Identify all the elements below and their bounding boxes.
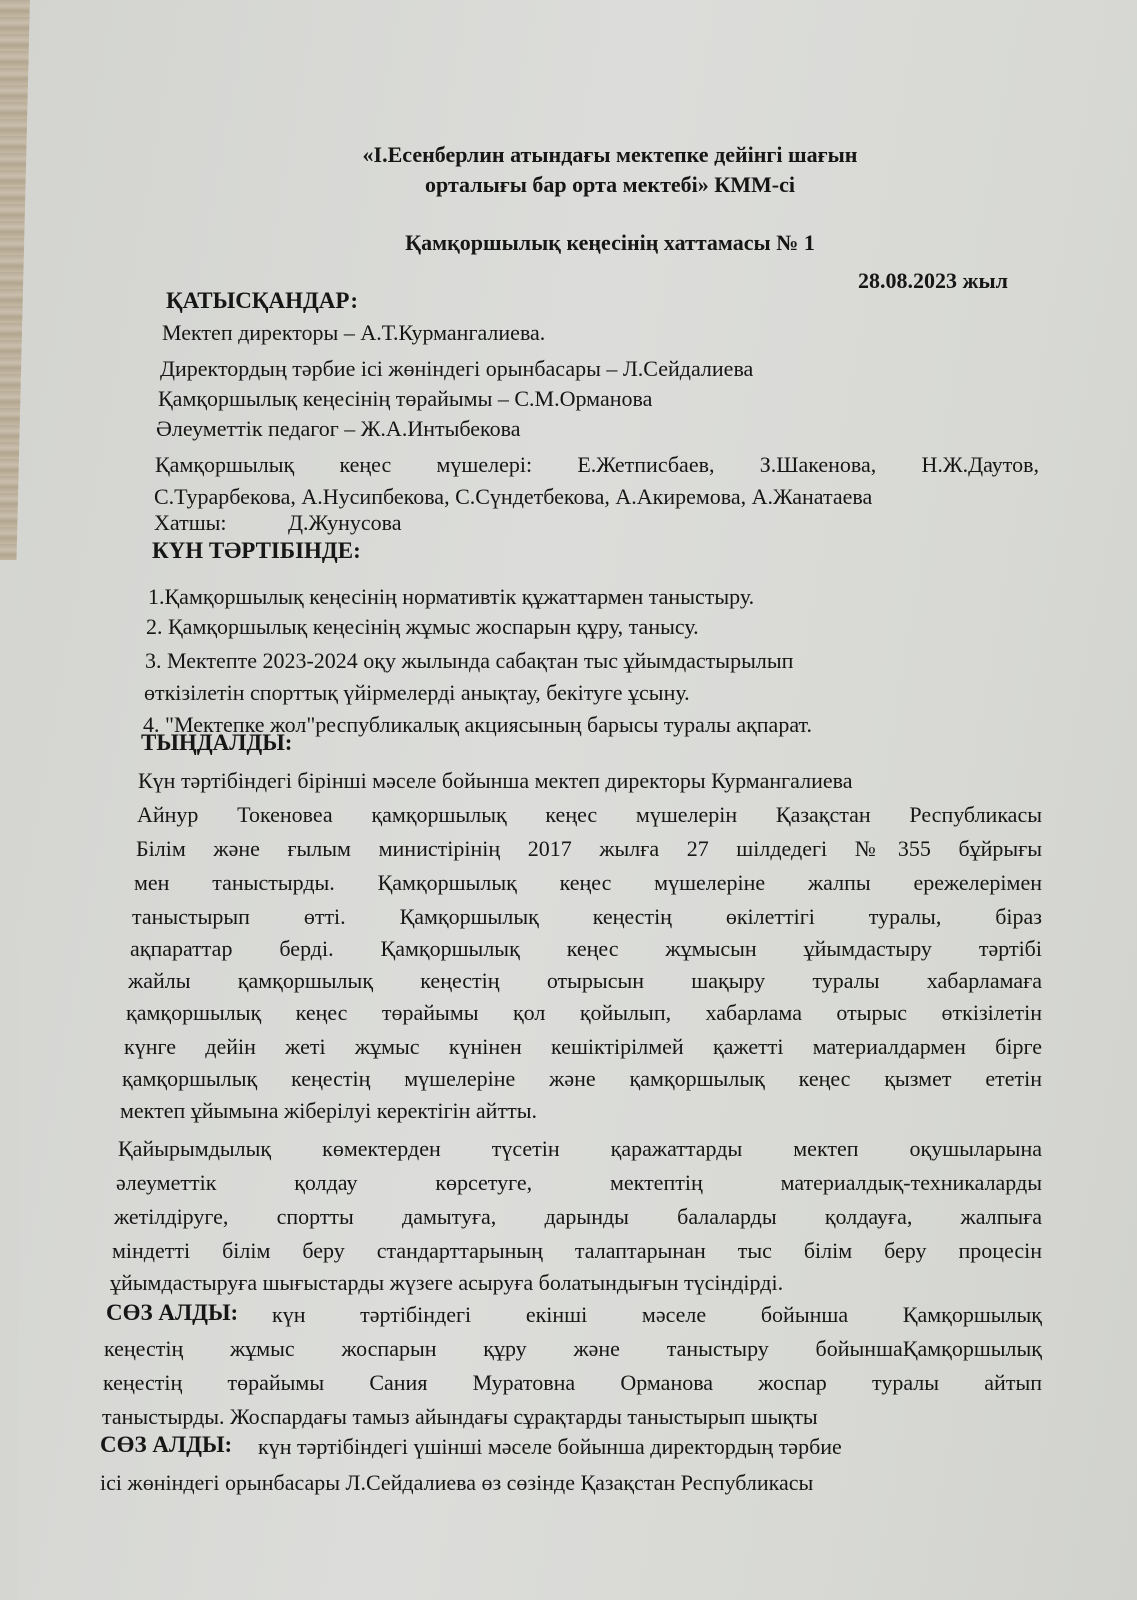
agenda-item: 3. Мектепте 2023-2024 оқу жылында сабақтан тыс ұйымдастырылып — [145, 648, 794, 673]
org-title-line-1: «І.Есенберлин атындағы мектепке дейінгі шағын — [362, 142, 858, 167]
heard-line: ақпараттар берді. Қамқоршылық кеңес жұмысын ұйымдастыру тәртібі — [130, 936, 1042, 961]
heard-line: жайлы қамқоршылық кеңестің отырысын шақыру туралы хабарламаға — [128, 968, 1042, 993]
heard-line: міндетті білім беру стандарттарының талаптарынан тыс білім беру процесін — [112, 1238, 1042, 1263]
secretary-label: Хатшы: — [154, 510, 227, 535]
heard-line: таныстырып өтті. Қамқоршылық кеңестің өкілеттігі туралы, біраз — [132, 904, 1042, 929]
spoke-heading-1: СӨЗ АЛДЫ: — [106, 1300, 239, 1325]
agenda-item: 1.Қамқоршылық кеңесінің нормативтік құжаттармен таныстыру. — [148, 584, 755, 609]
participant-line: Мектеп директоры – А.Т.Курмангалиева. — [162, 320, 546, 345]
spoke-line: таныстырды. Жоспардағы тамыз айындағы сұрақтарды таныстырып шықты — [102, 1404, 818, 1429]
heard-line: Айнур Токеновеа қамқоршылық кеңес мүшелерін Қазақстан Республикасы — [137, 802, 1042, 827]
heard-line: жетілдіруге, спортты дамытуға, дарынды балаларды қолдауға, жалпыға — [114, 1204, 1042, 1229]
participants-heading: ҚАТЫСҚАНДАР: — [166, 288, 358, 313]
spoke-heading-2: СӨЗ АЛДЫ: — [100, 1432, 233, 1457]
spoke-line: күн тәртібіндегі үшінші мәселе бойынша директордың тәрбие — [258, 1434, 842, 1459]
agenda-item: өткізілетін спорттық үйірмелерді анықтау, бекітуге ұсыну. — [144, 680, 690, 705]
participant-line: Әлеуметтік педагог – Ж.А.Интыбекова — [156, 416, 521, 441]
org-title-line-2: орталығы бар орта мектебі» КММ-сі — [425, 172, 795, 197]
secretary-name: Д.Жунусова — [288, 510, 402, 535]
heard-line: қамқоршылық кеңестің мүшелеріне және қамқоршылық кеңес қызмет ететін — [122, 1066, 1042, 1091]
agenda-item: 4. "Мектепке жол"республикалық акциясының барысы туралы ақпарат. — [143, 712, 812, 737]
participant-line: Қамқоршылық кеңес мүшелері: Е.Жетписбаев, З.Шакенова, Н.Ж.Даутов, — [155, 452, 1039, 477]
participant-line: Директордың тәрбие ісі жөніндегі орынбасары – Л.Сейдалиева — [160, 356, 754, 381]
spoke-line: кеңестің төрайымы Сания Муратовна Орманова жоспар туралы айтып — [103, 1370, 1042, 1395]
heard-line: мен таныстырды. Қамқоршылық кеңес мүшелеріне жалпы ережелерімен — [134, 870, 1042, 895]
agenda-heading: КҮН ТӘРТІБІНДЕ: — [152, 538, 361, 563]
protocol-date: 28.08.2023 жыл — [858, 268, 1008, 293]
participant-line: Қамқоршылық кеңесінің төрайымы – С.М.Орманова — [158, 386, 653, 411]
heard-heading: ТЫҢДАЛДЫ: — [141, 730, 293, 755]
heard-line: Білім және ғылым министірінің 2017 жылға 27 шілдедегі №355 бұйрығы — [136, 836, 1042, 861]
protocol-title: Қамқоршылық кеңесінің хаттамасы № 1 — [405, 230, 815, 255]
heard-line: Қайырымдылық көмектерден түсетін қаражаттарды мектеп оқушыларына — [118, 1136, 1042, 1161]
heard-line: әлеуметтік қолдау көрсетуге, мектептің материалдық-техникаларды — [116, 1170, 1042, 1195]
spoke-line: ісі жөніндегі орынбасары Л.Сейдалиева өз сөзінде Қазақстан Республикасы — [100, 1470, 814, 1495]
spoke-line: кеңестің жұмыс жоспарын құру және таныстыру бойыншаҚамқоршылық — [104, 1336, 1042, 1361]
heard-line: қамқоршылық кеңес төрайымы қол қойылып, хабарлама отырыс өткізілетін — [126, 1000, 1042, 1025]
spoke-line: күн тәртібіндегі екінші мәселе бойынша Қамқоршылық — [272, 1302, 1042, 1327]
heard-line: ұйымдастыруға шығыстарды жүзеге асыруға болатындығын түсіндірді. — [110, 1270, 784, 1295]
heard-line: Күн тәртібіндегі бірінші мәселе бойынша мектеп директоры Курмангалиева — [138, 768, 853, 793]
heard-line: күнге дейін жеті жұмыс күнінен кешіктірілмей қажетті материалдармен бірге — [124, 1034, 1042, 1059]
heard-line: мектеп ұйымына жіберілуі керектігін айтты. — [120, 1098, 537, 1123]
agenda-item: 2. Қамқоршылық кеңесінің жұмыс жоспарын құру, танысу. — [146, 614, 699, 639]
participant-line: С.Турарбекова, А.Нусипбекова, С.Сүндетбекова, А.Акиремова, А.Жанатаева — [154, 484, 873, 509]
